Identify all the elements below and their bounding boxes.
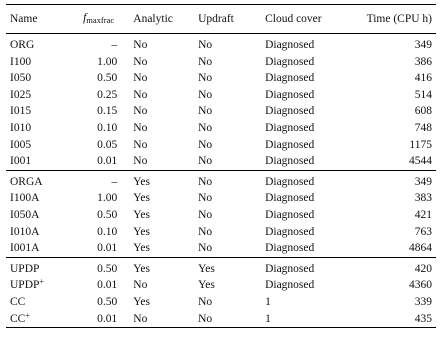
cell-cloud-cover-text: Diagnosed xyxy=(265,121,315,134)
cell-updraft xyxy=(194,224,261,241)
cell-name-text: I005 xyxy=(10,138,32,151)
cell-analytic-text: No xyxy=(133,39,148,51)
cell-cloud-cover-text: Diagnosed xyxy=(265,262,315,275)
cell-cloud-cover xyxy=(261,311,351,328)
cell-cloud-cover xyxy=(261,70,351,87)
cell-fmaxfrac-text: 0.01 xyxy=(97,312,118,325)
cell-name-text: ORGA xyxy=(10,175,43,188)
cell-cloud-cover-text: Diagnosed xyxy=(265,175,315,188)
cell-updraft xyxy=(194,170,261,190)
cell-fmaxfrac-text: 0.01 xyxy=(97,279,118,292)
cell-cloud-cover-text: Diagnosed xyxy=(265,225,315,238)
cell-analytic xyxy=(129,170,194,190)
cell-analytic-text: No xyxy=(133,155,148,168)
cell-fmaxfrac-text: 1.00 xyxy=(97,192,118,205)
cell-name-text: I050A xyxy=(10,208,40,221)
cell-fmaxfrac xyxy=(68,54,129,71)
cell-analytic-text: No xyxy=(133,88,148,101)
cell-updraft-text: No xyxy=(198,72,213,85)
cell-updraft xyxy=(194,257,261,277)
cell-updraft-text: No xyxy=(198,295,213,308)
table-row xyxy=(6,170,436,190)
name-superscript: + xyxy=(25,310,30,320)
cell-analytic xyxy=(129,153,194,170)
cell-cloud-cover-text: Diagnosed xyxy=(265,55,315,68)
cell-analytic-text: Yes xyxy=(133,242,150,255)
cell-cloud-cover-text: 1 xyxy=(265,312,271,325)
cell-fmaxfrac xyxy=(68,311,129,328)
table-row xyxy=(6,224,436,241)
cell-time xyxy=(351,240,436,257)
header-fmax-subscript: maxfrac xyxy=(86,15,115,25)
cell-name-text: UPDP xyxy=(10,279,40,292)
cell-name-text: I100 xyxy=(10,55,32,68)
cell-name-text: UPDP xyxy=(10,262,40,275)
cell-fmaxfrac xyxy=(68,120,129,137)
cell-name-text: I001A xyxy=(10,242,40,255)
header-name: Name xyxy=(10,13,38,25)
cell-fmaxfrac-text: 0.50 xyxy=(97,295,118,308)
cell-fmaxfrac-text: 0.01 xyxy=(97,155,118,168)
cell-cloud-cover xyxy=(261,87,351,104)
cell-cloud-cover-text: Diagnosed xyxy=(265,72,315,85)
cell-analytic xyxy=(129,224,194,241)
table-row xyxy=(6,277,436,294)
group-1 xyxy=(6,34,436,171)
cell-time xyxy=(351,277,436,294)
cell-updraft-text: No xyxy=(198,121,213,134)
table-row xyxy=(6,103,436,120)
cell-updraft xyxy=(194,137,261,154)
cell-time-text: 420 xyxy=(414,262,432,275)
cell-name xyxy=(6,34,68,54)
cell-fmaxfrac-text: 0.15 xyxy=(97,105,118,118)
cell-analytic-text: Yes xyxy=(133,225,150,238)
cell-updraft xyxy=(194,294,261,311)
cell-analytic xyxy=(129,70,194,87)
cell-cloud-cover-text: Diagnosed xyxy=(265,88,315,101)
cell-name xyxy=(6,257,68,277)
cell-cloud-cover xyxy=(261,240,351,257)
cell-cloud-cover xyxy=(261,190,351,207)
cell-updraft-text: No xyxy=(198,105,213,118)
header-updraft: Updraft xyxy=(198,13,234,25)
cell-cloud-cover-text: Diagnosed xyxy=(265,39,315,51)
cell-cloud-cover xyxy=(261,153,351,170)
cell-name xyxy=(6,120,68,137)
cell-updraft xyxy=(194,153,261,170)
cell-cloud-cover xyxy=(261,137,351,154)
cell-time-text: 421 xyxy=(414,208,432,221)
cell-cloud-cover xyxy=(261,257,351,277)
cell-fmaxfrac-text: 0.10 xyxy=(97,121,118,134)
cell-analytic xyxy=(129,137,194,154)
cell-updraft xyxy=(194,120,261,137)
cell-name xyxy=(6,153,68,170)
cell-cloud-cover-text: Diagnosed xyxy=(265,279,315,292)
cell-cloud-cover-text: Diagnosed xyxy=(265,105,315,118)
cell-updraft xyxy=(194,190,261,207)
cell-time xyxy=(351,137,436,154)
cell-name xyxy=(6,54,68,71)
header-analytic: Analytic xyxy=(133,13,173,25)
cell-analytic-text: Yes xyxy=(133,175,150,188)
cell-name xyxy=(6,240,68,257)
cell-updraft xyxy=(194,207,261,224)
cell-time xyxy=(351,257,436,277)
cell-analytic-text: Yes xyxy=(133,208,150,221)
cell-updraft xyxy=(194,34,261,54)
cell-analytic-text: No xyxy=(133,312,148,325)
cell-updraft-text: No xyxy=(198,88,213,101)
cell-time-text: 4544 xyxy=(409,155,432,168)
cell-cloud-cover xyxy=(261,103,351,120)
cell-name xyxy=(6,311,68,328)
cell-fmaxfrac xyxy=(68,190,129,207)
cell-time xyxy=(351,120,436,137)
cell-time xyxy=(351,311,436,328)
name-superscript: + xyxy=(39,277,44,287)
cell-analytic xyxy=(129,311,194,328)
cell-cloud-cover xyxy=(261,277,351,294)
cell-cloud-cover-text: Diagnosed xyxy=(265,138,315,151)
cell-fmaxfrac xyxy=(68,137,129,154)
cell-name-text: I025 xyxy=(10,88,32,101)
cell-fmaxfrac-text: 0.01 xyxy=(97,242,118,255)
cell-name-text: I050 xyxy=(10,72,32,85)
cell-name-text: I010 xyxy=(10,121,32,134)
cell-fmaxfrac xyxy=(68,277,129,294)
cell-time xyxy=(351,207,436,224)
cell-cloud-cover xyxy=(261,120,351,137)
cell-analytic xyxy=(129,207,194,224)
cell-updraft-text: No xyxy=(198,39,213,51)
cell-analytic-text: No xyxy=(133,279,148,292)
cell-fmaxfrac-text: 0.50 xyxy=(97,208,118,221)
cell-updraft-text: No xyxy=(198,225,213,238)
table-row xyxy=(6,311,436,328)
cell-name-text: CC xyxy=(10,312,26,325)
cell-analytic xyxy=(129,294,194,311)
cell-fmaxfrac-text: 0.10 xyxy=(97,225,118,238)
cell-fmaxfrac-text: 0.50 xyxy=(97,72,118,85)
simulation-table xyxy=(6,4,436,328)
cell-name xyxy=(6,224,68,241)
cell-updraft-text: No xyxy=(198,155,213,168)
cell-analytic xyxy=(129,87,194,104)
cell-updraft-text: No xyxy=(198,55,213,68)
cell-name xyxy=(6,207,68,224)
cell-fmaxfrac xyxy=(68,153,129,170)
cell-updraft xyxy=(194,103,261,120)
cell-time-text: 435 xyxy=(414,312,432,325)
cell-name xyxy=(6,70,68,87)
cell-fmaxfrac-text: 0.25 xyxy=(97,88,118,101)
cell-fmaxfrac xyxy=(68,257,129,277)
cell-updraft xyxy=(194,54,261,71)
table-row xyxy=(6,87,436,104)
cell-updraft-text: Yes xyxy=(198,279,215,292)
cell-time xyxy=(351,34,436,54)
cell-analytic xyxy=(129,34,194,54)
table-row xyxy=(6,34,436,54)
table-row xyxy=(6,240,436,257)
cell-fmaxfrac-text: – xyxy=(111,175,118,188)
cell-time-text: 349 xyxy=(414,175,432,188)
cell-analytic-text: Yes xyxy=(133,192,150,205)
cell-fmaxfrac xyxy=(68,207,129,224)
cell-fmaxfrac xyxy=(68,34,129,54)
cell-name xyxy=(6,87,68,104)
cell-analytic xyxy=(129,240,194,257)
cell-cloud-cover-text: Diagnosed xyxy=(265,192,315,205)
table-row xyxy=(6,54,436,71)
cell-time xyxy=(351,190,436,207)
cell-fmaxfrac xyxy=(68,240,129,257)
cell-cloud-cover-text: Diagnosed xyxy=(265,208,315,221)
cell-fmaxfrac-text: 0.05 xyxy=(97,138,118,151)
cell-updraft xyxy=(194,240,261,257)
cell-updraft xyxy=(194,70,261,87)
cell-time-text: 763 xyxy=(414,225,432,238)
cell-cloud-cover-text: 1 xyxy=(265,295,271,308)
cell-time-text: 514 xyxy=(414,88,432,101)
cell-name xyxy=(6,137,68,154)
cell-time xyxy=(351,54,436,71)
table-row xyxy=(6,257,436,277)
cell-name xyxy=(6,277,68,294)
cell-cloud-cover xyxy=(261,207,351,224)
cell-analytic-text: No xyxy=(133,138,148,151)
cell-analytic-text: No xyxy=(133,105,148,118)
cell-name-text: I100A xyxy=(10,192,40,205)
cell-time xyxy=(351,294,436,311)
cell-time-text: 386 xyxy=(414,55,432,68)
cell-fmaxfrac-text: 1.00 xyxy=(97,55,118,68)
cell-time-text: 4360 xyxy=(409,279,432,292)
cell-fmaxfrac-text: – xyxy=(111,39,118,51)
header-cloud-cover: Cloud cover xyxy=(265,13,322,25)
cell-analytic xyxy=(129,120,194,137)
cell-cloud-cover xyxy=(261,170,351,190)
cell-time-text: 4864 xyxy=(409,242,432,255)
cell-time xyxy=(351,153,436,170)
cell-updraft xyxy=(194,87,261,104)
cell-fmaxfrac xyxy=(68,224,129,241)
cell-cloud-cover xyxy=(261,224,351,241)
cell-fmaxfrac-text: 0.50 xyxy=(97,262,118,275)
header-fmax-symbol: f xyxy=(83,12,87,24)
cell-cloud-cover-text: Diagnosed xyxy=(265,242,315,255)
table-row xyxy=(6,137,436,154)
cell-analytic-text: Yes xyxy=(133,295,150,308)
cell-updraft-text: No xyxy=(198,208,213,221)
table-row xyxy=(6,294,436,311)
cell-cloud-cover-text: Diagnosed xyxy=(265,155,315,168)
cell-name xyxy=(6,103,68,120)
cell-updraft-text: No xyxy=(198,138,213,151)
cell-updraft-text: No xyxy=(198,175,213,188)
cell-fmaxfrac xyxy=(68,294,129,311)
cell-fmaxfrac xyxy=(68,70,129,87)
header-row xyxy=(6,5,436,34)
cell-name-text: CC xyxy=(10,295,26,308)
table-row xyxy=(6,207,436,224)
cell-name xyxy=(6,294,68,311)
cell-cloud-cover xyxy=(261,34,351,54)
header-time: Time (CPU h) xyxy=(366,13,432,25)
cell-fmaxfrac xyxy=(68,103,129,120)
cell-time xyxy=(351,70,436,87)
cell-time-text: 608 xyxy=(414,105,432,118)
cell-cloud-cover xyxy=(261,294,351,311)
cell-updraft xyxy=(194,277,261,294)
cell-analytic-text: Yes xyxy=(133,262,150,275)
cell-time-text: 349 xyxy=(414,39,432,51)
table-row xyxy=(6,190,436,207)
cell-analytic xyxy=(129,257,194,277)
group-2 xyxy=(6,170,436,257)
cell-analytic-text: No xyxy=(133,55,148,68)
cell-updraft-text: Yes xyxy=(198,262,215,275)
cell-name-text: I001 xyxy=(10,155,32,168)
header-fmaxfrac xyxy=(68,5,129,34)
cell-time xyxy=(351,170,436,190)
cell-name-text: I015 xyxy=(10,105,32,118)
cell-time-text: 383 xyxy=(414,192,432,205)
cell-analytic xyxy=(129,103,194,120)
cell-time-text: 748 xyxy=(414,121,432,134)
cell-updraft xyxy=(194,311,261,328)
cell-analytic-text: No xyxy=(133,72,148,85)
cell-time-text: 1175 xyxy=(409,138,432,151)
cell-name-text: I010A xyxy=(10,225,40,238)
cell-updraft-text: No xyxy=(198,242,213,255)
table-row xyxy=(6,120,436,137)
cell-updraft-text: No xyxy=(198,192,213,205)
cell-updraft-text: No xyxy=(198,312,213,325)
cell-cloud-cover xyxy=(261,54,351,71)
cell-fmaxfrac xyxy=(68,87,129,104)
cell-fmaxfrac xyxy=(68,170,129,190)
cell-analytic xyxy=(129,54,194,71)
cell-name xyxy=(6,170,68,190)
cell-time xyxy=(351,103,436,120)
table-row xyxy=(6,153,436,170)
cell-time xyxy=(351,224,436,241)
cell-analytic-text: No xyxy=(133,121,148,134)
table-row xyxy=(6,70,436,87)
cell-time-text: 339 xyxy=(414,295,432,308)
cell-time-text: 416 xyxy=(414,72,432,85)
cell-name-text: ORG xyxy=(10,39,35,51)
cell-name xyxy=(6,190,68,207)
group-3 xyxy=(6,257,436,327)
cell-analytic xyxy=(129,190,194,207)
cell-analytic xyxy=(129,277,194,294)
cell-time xyxy=(351,87,436,104)
